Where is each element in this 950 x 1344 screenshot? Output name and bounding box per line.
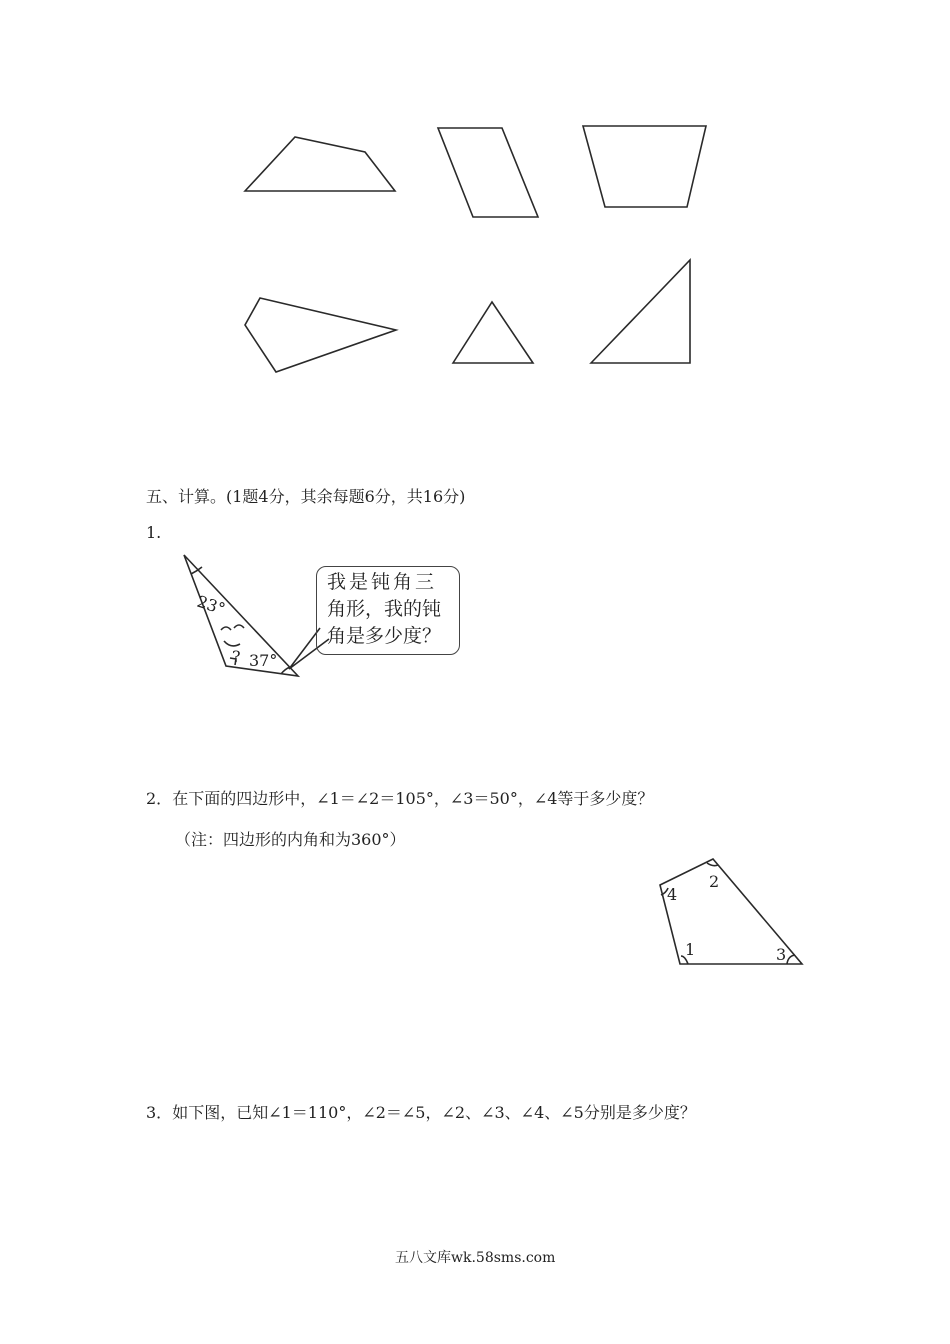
- problem-3-text: 如下图，已知∠1＝110°，∠2＝∠5，∠2、∠3、∠4、∠5分别是多少度？: [172, 1103, 696, 1122]
- angle-label-37: 37°: [249, 651, 278, 670]
- speech-line-2: 角形，我的钝: [327, 598, 442, 620]
- angle-4-label: 4: [667, 885, 678, 904]
- angle-3-label: 3: [776, 945, 787, 964]
- problem-3-number: 3．: [146, 1103, 173, 1122]
- problem-1-number: 1.: [146, 523, 162, 542]
- problem-3: [146, 1100, 696, 1123]
- angle-1-label: 1: [685, 940, 696, 959]
- problem-2-text: 在下面的四边形中，∠1＝∠2＝105°，∠3＝50°，∠4等于多少度？: [172, 789, 654, 808]
- footer-watermark: 五八文库wk.58sms.com: [395, 1250, 556, 1266]
- problem-2-number: 2．: [146, 789, 173, 808]
- angle-label-unknown: ?: [232, 647, 241, 666]
- angle-label-23: 23°: [194, 591, 228, 619]
- problem-2-note: （注：四边形的内角和为360°）: [175, 830, 406, 849]
- speech-line-3: 角是多少度？: [327, 625, 442, 647]
- speech-line-1: 我是钝角三: [327, 571, 438, 593]
- section-heading: 五、计算。(1题4分，其余每题6分，共16分): [146, 487, 466, 506]
- angle-2-label: 2: [709, 872, 720, 891]
